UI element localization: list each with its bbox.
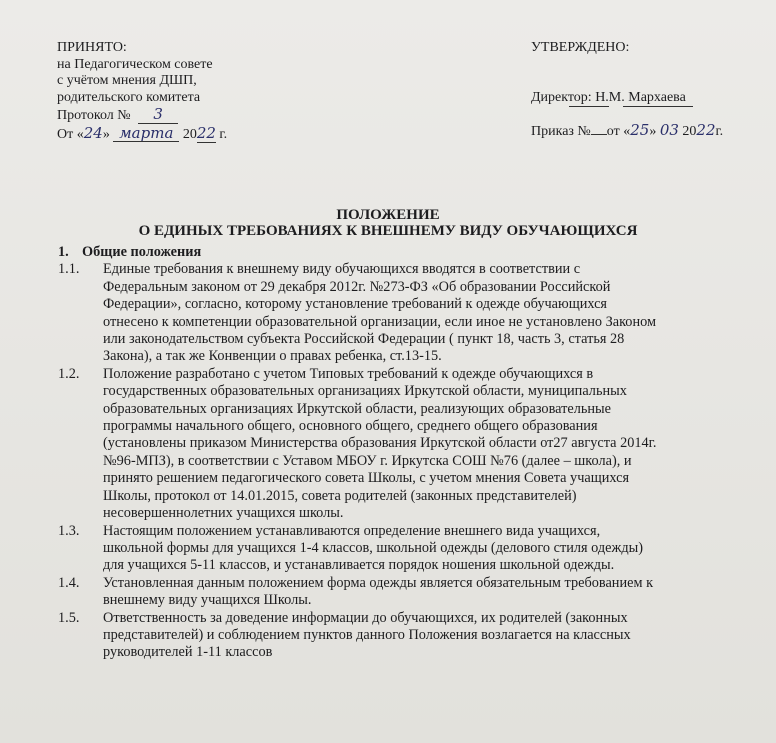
item-line: для учащихся 5-11 классов, и устанавливается порядок ношения школьной одежды. xyxy=(103,557,615,574)
item-line: несовершеннолетних учащихся школы. xyxy=(103,505,344,522)
approved-title: УТВЕРЖДЕНО: xyxy=(531,40,630,55)
list-item xyxy=(58,523,766,575)
approved-director: Директор: Н.М. Мархаева xyxy=(531,89,686,105)
order-from: от « xyxy=(606,124,631,139)
order-suffix: г. xyxy=(715,124,724,139)
signature-stroke-1 xyxy=(569,106,609,107)
items-list xyxy=(58,261,766,661)
date-suffix: г. xyxy=(219,126,228,142)
item-line: государственных образовательных организациях Иркутской области, муниципальных xyxy=(103,383,627,400)
order-day: 25 xyxy=(630,121,650,139)
list-item xyxy=(58,261,766,365)
date-year-prefix: 20 xyxy=(182,126,197,142)
accepted-block xyxy=(57,40,227,143)
accepted-line-2: с учётом мнения ДШП, xyxy=(57,73,197,88)
list-item xyxy=(58,366,766,523)
accepted-line-3: родительского комитета xyxy=(57,89,201,105)
date-mid: » xyxy=(102,126,110,142)
item-line: Ответственность за доведение информации до обучающихся, их родителей (законных xyxy=(103,609,628,626)
item-number: 1.2. xyxy=(58,365,80,382)
document-title: ПОЛОЖЕНИЕ xyxy=(336,207,440,223)
order-label: Приказ № xyxy=(531,124,591,139)
item-line: Федерации», согласно, которому установление требований к одежде обучающихся xyxy=(103,296,608,313)
item-line: Настоящим положением устанавливаются определение внешнего вида учащихся, xyxy=(103,522,601,539)
approved-block xyxy=(531,40,723,141)
item-number: 1.1. xyxy=(58,261,80,278)
order-number-blank xyxy=(591,134,607,135)
item-line: Установленная данным положением форма одежды является обязательным требованием к xyxy=(103,574,654,591)
item-line: программы начального общего, основного общего, среднего общего образования xyxy=(103,418,598,435)
order-year-prefix: 20 xyxy=(682,124,697,139)
document-body xyxy=(58,244,766,662)
order-month: 03 xyxy=(659,121,679,139)
item-number: 1.3. xyxy=(58,522,80,539)
item-line: представителей) и соблюдением пунктов данного Положения возлагается на классных xyxy=(103,626,631,643)
item-line: или законодательством субъекта Российской Федерации ( пункт 18, часть 3, статья 28 xyxy=(103,331,625,348)
date-prefix: От « xyxy=(57,126,84,142)
order-mid: » xyxy=(649,124,657,139)
item-line: Единые требования к внешнему виду обучающихся вводятся в соответствии с xyxy=(103,261,581,278)
list-item xyxy=(58,575,766,610)
section-number: 1. xyxy=(58,244,69,260)
item-line: Закона), а так же Конвенции о правах ребенка, ст.13-15. xyxy=(103,348,442,365)
order-year: 22 xyxy=(696,121,716,139)
item-line: образовательных организациях Иркутской области, реализующих образовательные xyxy=(103,400,611,417)
approved-spacer xyxy=(531,57,723,90)
approved-order xyxy=(531,122,723,141)
item-line: Федеральным законом от 29 декабря 2012г. №273-ФЗ «Об образовании Российской xyxy=(103,278,611,295)
protocol-label: Протокол № xyxy=(57,108,131,123)
date-month: марта xyxy=(113,125,179,143)
date-year: 22 xyxy=(196,123,216,142)
signature-line xyxy=(531,106,723,122)
accepted-title: ПРИНЯТО: xyxy=(57,40,127,55)
document-subtitle: О ЕДИНЫХ ТРЕБОВАНИЯХ К ВНЕШНЕМУ ВИДУ ОБУЧАЮЩИХСЯ xyxy=(138,223,638,239)
item-number: 1.5. xyxy=(58,609,80,626)
signature-stroke-2 xyxy=(623,106,693,107)
section-title: Общие положения xyxy=(82,244,202,260)
item-line: (установлены приказом Министерства образования Иркутской области от27 августа 2014г. xyxy=(103,435,657,452)
protocol-number: 3 xyxy=(138,106,178,124)
item-line: отнесено к компетенции образовательной организации, если иное не установлено Законом xyxy=(103,313,657,330)
item-line: №96-МПЗ), в соответствии с Уставом МБОУ г. Иркутска СОШ №76 (далее – школа), и xyxy=(103,452,632,469)
list-item xyxy=(58,610,766,662)
section-heading xyxy=(58,244,766,261)
accepted-protocol xyxy=(57,106,227,125)
item-line: внешнему виду учащихся Школы. xyxy=(103,592,312,609)
item-line: Школы, протокол от 14.01.2015, совета родителей (законных представителей) xyxy=(103,487,577,504)
item-number: 1.4. xyxy=(58,574,80,591)
date-day: 24 xyxy=(83,123,103,142)
item-line: принято решением педагогического совета Школы, с учетом мнения Совета учащихся xyxy=(103,470,630,487)
accepted-date xyxy=(57,125,227,144)
item-line: Положение разработано с учетом Типовых требований к одежде обучающихся в xyxy=(103,365,594,382)
accepted-line-1: на Педагогическом совете xyxy=(57,56,213,72)
item-line: школьной формы для учащихся 1-4 классов, школьной одежды (делового стиля одежды) xyxy=(103,539,644,556)
item-line: руководителей 1-11 классов xyxy=(103,644,273,661)
